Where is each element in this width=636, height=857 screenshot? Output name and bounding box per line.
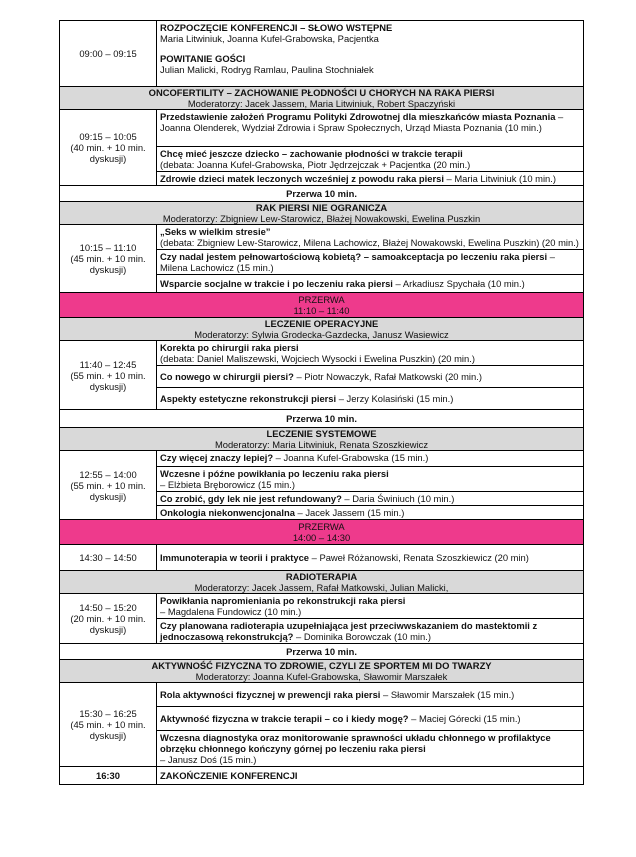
duration: (20 min. + 10 min. (70, 613, 146, 624)
talk (157, 492, 584, 506)
talk (157, 506, 584, 520)
time-range: 14:50 – 15:20 (79, 602, 137, 613)
talk (157, 619, 584, 644)
talk (157, 545, 584, 571)
talk (157, 225, 584, 250)
time-range: 12:55 – 14:00 (79, 468, 137, 480)
opening-cell (157, 21, 584, 87)
talk-title: Korekta po chirurgii raka piersi (160, 342, 299, 353)
section-moderators: Moderatorzy: Maria Litwiniuk, Renata Szoszkiewicz (214, 439, 429, 450)
talk-speakers: – Jerzy Kolasiński (15 min.) (336, 393, 454, 404)
break-label: Przerwa 10 min. (60, 186, 584, 202)
duration-note: dyskusji) (89, 624, 127, 635)
talk-speakers: – Dominika Borowczak (10 min.) (293, 631, 431, 642)
talk-speakers: – Daria Świniuch (10 min.) (341, 493, 455, 504)
section-moderators: Moderatorzy: Jacek Jassem, Maria Litwiniuk, Robert Spaczyński (187, 98, 456, 109)
talk-speakers: (debata: Joanna Kufel-Grabowska, Piotr Jędrzejczak + Pacjentka (20 min.) (160, 159, 471, 170)
talk-speakers: – Arkadiusz Spychała (10 min.) (392, 278, 525, 289)
section-moderators: Moderatorzy: Zbigniew Lew-Starowicz, Błażej Nowakowski, Ewelina Puszkin (162, 213, 481, 224)
talk-speakers: – Maria Litwiniuk (10 min.) (443, 173, 556, 184)
section-title: ONCOFERTILITY – ZACHOWANIE PŁODNOŚCI U CHORYCH NA RAKA PIERSI (148, 87, 495, 98)
break-label: PRZERWA (298, 294, 345, 305)
talk-row (60, 683, 584, 707)
talk-speakers: (debata: Daniel Maliszewski, Wojciech Wysocki i Ewelina Puszkin) (20 min.) (160, 353, 475, 364)
talk-title: Onkologia niekonwencjonalna (160, 507, 295, 518)
talk-speakers: – Maciej Górecki (15 min.) (408, 713, 521, 724)
talk (157, 731, 584, 767)
talk-title: Rola aktywności fizycznej w prewencji raka piersi (160, 689, 381, 700)
talk-speakers: – Paweł Różanowski, Renata Szoszkiewicz (20 min) (309, 552, 529, 563)
talk-row (60, 594, 584, 619)
opening-title: ROZPOCZĘCIE KONFERENCJI – SŁOWO WSTĘPNE (160, 22, 393, 33)
break-row (60, 410, 584, 428)
section-title: LECZENIE OPERACYJNE (264, 318, 379, 329)
talk-speakers: – Joanna Kufel-Grabowska (15 min.) (273, 452, 429, 463)
time-range: 10:15 – 11:10 (79, 242, 137, 253)
section-title: RADIOTERAPIA (285, 571, 358, 582)
talk (157, 147, 584, 172)
section-header (60, 428, 584, 451)
talk-title: Wsparcie socjalne w trakcie i po leczeniu raka piersi (160, 278, 393, 289)
time-range: 11:40 – 12:45 (79, 358, 137, 370)
break-row (60, 186, 584, 202)
talk (157, 275, 584, 293)
section-header (60, 660, 584, 683)
talk-title: Wczesna diagnostyka oraz monitorowanie sprawności układu chłonnego w profilaktyce obrzęku chłonnego kończyny górnej po leczeniu raka piersi (160, 732, 551, 754)
section-title: RAK PIERSI NIE OGRANICZA (255, 202, 388, 213)
duration: (55 min. + 10 min. (70, 369, 146, 381)
talk-speakers: – Magdalena Fundowicz (10 min.) (160, 606, 302, 617)
talk-title: Aspekty estetyczne rekonstrukcji piersi (160, 393, 337, 404)
break-time: 11:10 – 11:40 (293, 305, 350, 316)
talk-title: Wczesne i późne powikłania po leczeniu raka piersi (160, 468, 389, 479)
talk (157, 110, 584, 147)
talk-title: Co zrobić, gdy lek nie jest refundowany? (160, 493, 342, 504)
opening-people: Maria Litwiniuk, Joanna Kufel-Grabowska, Pacjentka (160, 33, 379, 44)
break-label: Przerwa 10 min. (60, 410, 584, 428)
section-header (60, 571, 584, 594)
section-header (60, 87, 584, 110)
talk (157, 172, 584, 186)
talk (157, 707, 584, 731)
session-time: 14:30 – 14:50 (60, 545, 157, 571)
talk-title: Powikłania napromieniania po rekonstrukcji raka piersi (160, 595, 406, 606)
talk-speakers: – Joanna Olenderek, Wydział Zdrowia i Spraw Społecznych, Urząd Miasta Poznania (10 min.) (160, 111, 564, 133)
section-moderators: Moderatorzy: Sylwia Grodecka-Gazdecka, Janusz Wasiewicz (194, 329, 449, 340)
section-title: LECZENIE SYSTEMOWE (266, 428, 377, 439)
talk (157, 341, 584, 366)
talk-title: „Seks w wielkim stresie” (160, 226, 271, 237)
talk (157, 388, 584, 410)
section-header (60, 318, 584, 341)
opening-row (60, 21, 584, 87)
break-label: Przerwa 10 min. (60, 644, 584, 660)
session-time (60, 594, 157, 644)
talk (157, 451, 584, 467)
session-time (60, 110, 157, 186)
section-moderators: Moderatorzy: Joanna Kufel-Grabowska, Sławomir Marszałek (195, 671, 448, 682)
talk-title: Chcę mieć jeszcze dziecko – zachowanie płodności w trakcie terapii (160, 148, 463, 159)
section-title: AKTYWNOŚĆ FIZYCZNA TO ZDROWIE, CZYLI ZE SPORTEM MI DO TWARZY (151, 660, 492, 671)
talk-title: Czy nadal jestem pełnowartościową kobietą? – samoakceptacja po leczeniu raka piersi (160, 251, 548, 262)
duration-note: dyskusji) (89, 153, 127, 164)
talk-speakers: – Piotr Nowaczyk, Rafał Matkowski (20 min.) (293, 371, 482, 382)
section-header (60, 202, 584, 225)
time-range: 09:15 – 10:05 (79, 131, 137, 142)
opening-time: 09:00 – 09:15 (60, 21, 157, 87)
duration: (40 min. + 10 min. (70, 142, 146, 153)
talk-title: Zdrowie dzieci matek leczonych wcześniej z powodu raka piersi (160, 173, 444, 184)
talk-speakers: – Elżbieta Bręborowicz (15 min.) (160, 479, 295, 490)
coffee-break-row (60, 520, 584, 545)
section-moderators: Moderatorzy: Jacek Jassem, Rafał Matkowski, Julian Malicki, (194, 582, 449, 593)
talk-title: Aktywność fizyczna w trakcie terapii – co i kiedy mogę? (160, 713, 409, 724)
talk (157, 594, 584, 619)
program-table (59, 20, 584, 785)
break-time: 14:00 – 14:30 (292, 532, 351, 543)
session-time (60, 451, 157, 520)
talk-speakers: – Janusz Doś (15 min.) (160, 754, 257, 765)
duration-note: dyskusji) (89, 490, 127, 502)
talk-title: Immunoterapia w teorii i praktyce (160, 552, 310, 563)
closing-label: ZAKOŃCZENIE KONFERENCJI (157, 767, 584, 785)
talk (157, 683, 584, 707)
duration-note: dyskusji) (89, 730, 127, 741)
talk-speakers: (debata: Zbigniew Lew-Starowicz, Milena Lachowicz, Błażej Nowakowski, Ewelina Puszkin) (20 min.) (160, 237, 579, 248)
welcome-people: Julian Malicki, Rodryg Ramlau, Paulina Stochniałek (160, 64, 374, 75)
lunch-break-row (60, 293, 584, 318)
talk-title: Czy planowana radioterapia uzupełniająca jest przeciwwskazaniem do mastektomii z jednoczasową rekonstrukcją? (160, 620, 538, 642)
welcome-title: POWITANIE GOŚCI (160, 53, 246, 64)
time-range: 15:30 – 16:25 (79, 708, 137, 719)
talk-speakers: – Jacek Jassem (15 min.) (294, 507, 405, 518)
duration: (45 min. + 10 min. (70, 719, 146, 730)
closing-time: 16:30 (60, 767, 157, 785)
session-time (60, 225, 157, 293)
talk-title: Przedstawienie założeń Programu Polityki Zdrowotnej dla mieszkańców miasta Poznania (160, 111, 556, 122)
break-row (60, 644, 584, 660)
talk (157, 467, 584, 492)
talk-speakers: – Sławomir Marszałek (15 min.) (380, 689, 515, 700)
talk-row (60, 341, 584, 366)
conference-program (59, 20, 584, 785)
duration: (45 min. + 10 min. (70, 253, 146, 264)
session-time (60, 341, 157, 410)
talk (157, 250, 584, 275)
break-label: PRZERWA (298, 521, 345, 532)
talk-speakers: – Milena Lachowicz (15 min.) (160, 251, 555, 273)
talk-row (60, 225, 584, 250)
closing-row (60, 767, 584, 785)
duration-note: dyskusji) (89, 264, 127, 275)
talk-title: Co nowego w chirurgii piersi? (160, 371, 294, 382)
talk-row (60, 110, 584, 147)
session-time (60, 683, 157, 767)
duration-note: dyskusji) (89, 380, 127, 392)
talk-row (60, 451, 584, 467)
talk (157, 366, 584, 388)
duration: (55 min. + 10 min. (70, 479, 146, 491)
talk-title: Czy więcej znaczy lepiej? (160, 452, 274, 463)
immuno-row (60, 545, 584, 571)
